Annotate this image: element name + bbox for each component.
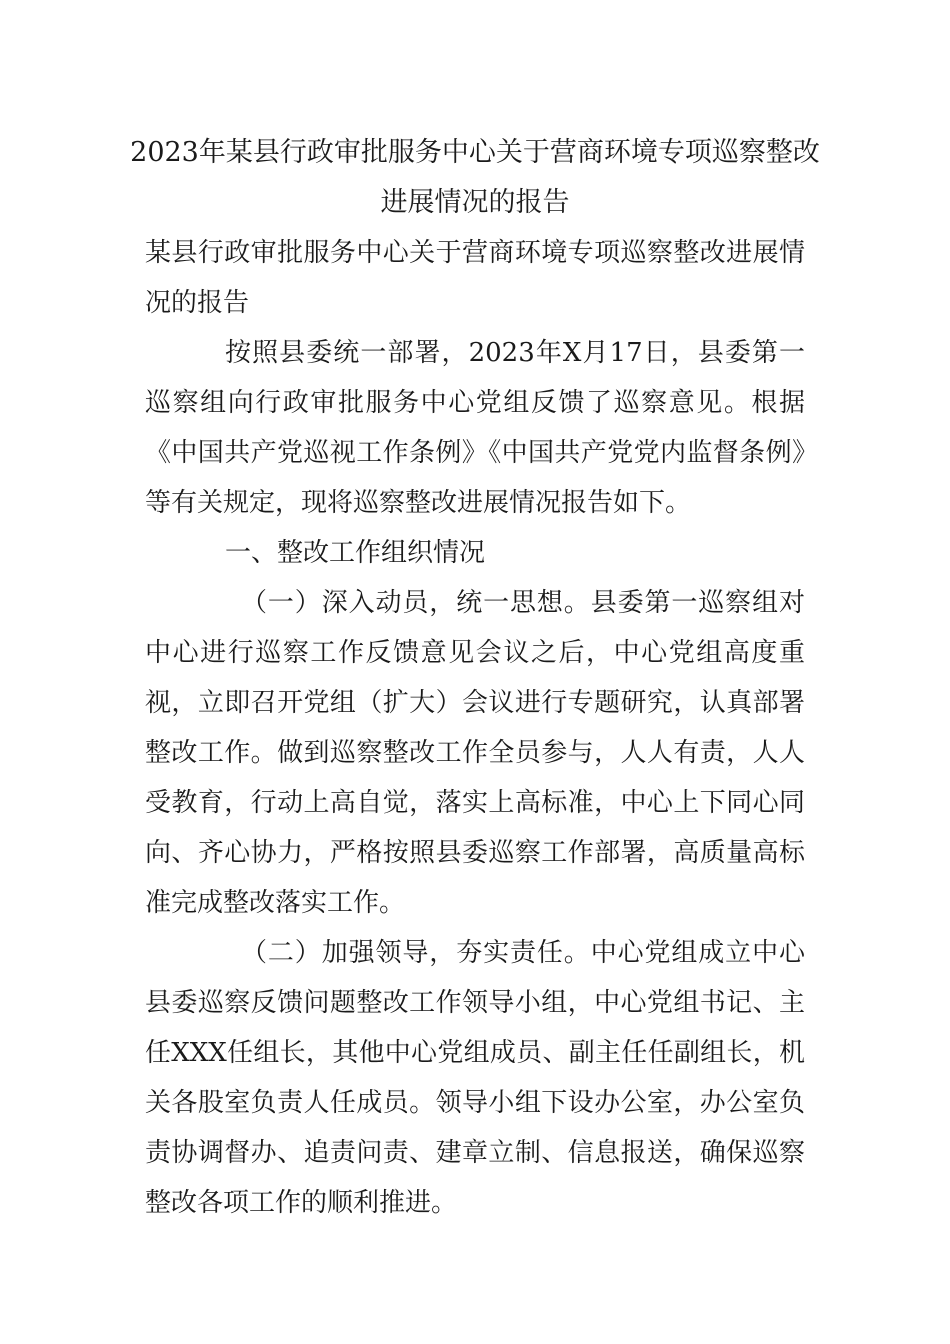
- paragraph-2: （二）加强领导，夯实责任。中心党组成立中心县委巡察反馈问题整改工作领导小组，中心党组书记、主任XXX任组长，其他中心党组成员、副主任任副组长，机关各股室负责人任成员。领导小组下设办公室，办公室负责协调督办、追责问责、建章立制、信息报送，确保巡察整改各项工作的顺利推进。: [145, 938, 805, 1218]
- document-title-line1: 2023年某县行政审批服务中心关于营商环境专项巡察整改: [130, 137, 820, 168]
- intro-paragraph: 按照县委统一部署，2023年X月17日，县委第一巡察组向行政审批服务中心党组反馈了巡察意见。根据《中国共产党巡视工作条例》《中国共产党党内监督条例》等有关规定，现将巡察整改进展情况报告如下。: [145, 338, 805, 518]
- document-subtitle: 某县行政审批服务中心关于营商环境专项巡察整改进展情况的报告: [145, 238, 805, 318]
- paragraph-1: （一）深入动员，统一思想。县委第一巡察组对中心进行巡察工作反馈意见会议之后，中心党组高度重视，立即召开党组（扩大）会议进行专题研究，认真部署整改工作。做到巡察整改工作全员参与，人人有责，人人受教育，行动上高自觉，落实上高标准，中心上下同心同向、齐心协力，严格按照县委巡察工作部署，高质量高标准完成整改落实工作。: [145, 588, 805, 918]
- document-page: [130, 128, 820, 1228]
- document-title-line2: 进展情况的报告: [380, 187, 570, 218]
- section-heading-1: 一、整改工作组织情况: [225, 538, 486, 568]
